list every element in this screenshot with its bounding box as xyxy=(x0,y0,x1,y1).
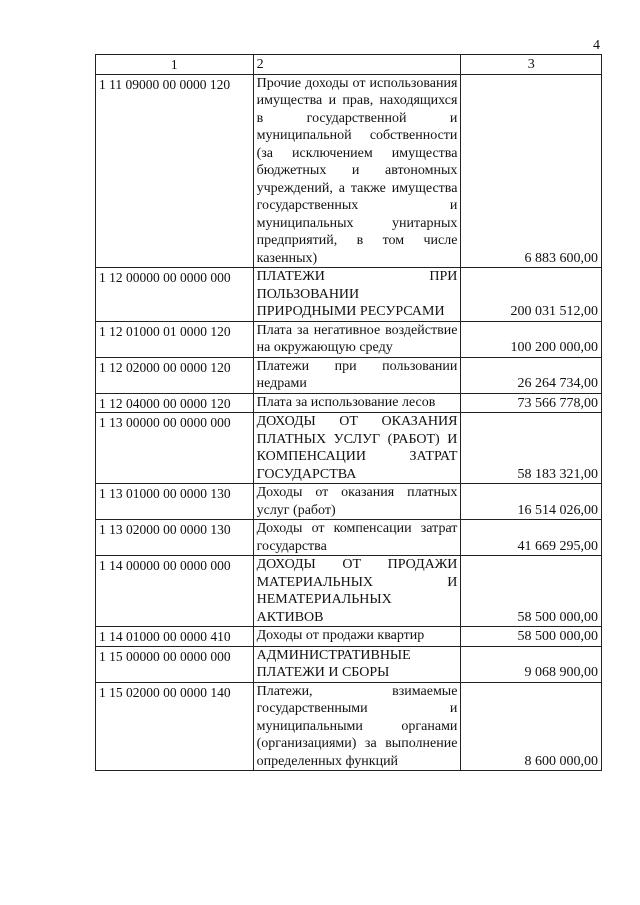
budget-code: 1 14 00000 00 0000 000 xyxy=(96,556,254,627)
budget-code: 1 12 00000 00 0000 000 xyxy=(96,268,254,322)
revenue-amount: 9 068 900,00 xyxy=(461,646,602,682)
table-row xyxy=(96,556,602,627)
revenue-name: Прочие доходы от использования имущества и прав, находящихся в государственной и муниципальной собственности (за исключением имущества бюджетных и автономных учреждений, а также имущества государственных и муниципальных унитарных предприятий, в том числе казенных) xyxy=(253,74,461,268)
revenue-name: Доходы от компенсации затрат государства xyxy=(253,520,461,556)
budget-code: 1 11 09000 00 0000 120 xyxy=(96,74,254,268)
revenue-name: Плата за негативное воздействие на окружающую среду xyxy=(253,321,461,357)
table-row xyxy=(96,413,602,484)
table-row xyxy=(96,646,602,682)
page-number: 4 xyxy=(593,38,600,53)
revenue-amount: 8 600 000,00 xyxy=(461,682,602,771)
revenue-name: Доходы от продажи квартир xyxy=(253,627,461,647)
revenue-amount: 41 669 295,00 xyxy=(461,520,602,556)
table-row xyxy=(96,520,602,556)
revenue-amount: 73 566 778,00 xyxy=(461,393,602,413)
revenue-amount: 58 183 321,00 xyxy=(461,413,602,484)
revenue-name: Доходы от оказания платных услуг (работ) xyxy=(253,484,461,520)
table-row xyxy=(96,484,602,520)
table-row xyxy=(96,357,602,393)
table-row xyxy=(96,627,602,647)
budget-code: 1 12 02000 00 0000 120 xyxy=(96,357,254,393)
budget-code: 1 13 00000 00 0000 000 xyxy=(96,413,254,484)
budget-code: 1 12 01000 01 0000 120 xyxy=(96,321,254,357)
column-header-1: 1 xyxy=(96,55,254,75)
column-header-3: 3 xyxy=(461,55,602,75)
revenue-name: Плата за использование лесов xyxy=(253,393,461,413)
budget-code: 1 15 00000 00 0000 000 xyxy=(96,646,254,682)
revenue-amount: 58 500 000,00 xyxy=(461,627,602,647)
revenue-amount: 6 883 600,00 xyxy=(461,74,602,268)
revenue-table xyxy=(95,54,602,771)
revenue-amount: 200 031 512,00 xyxy=(461,268,602,322)
budget-code: 1 14 01000 00 0000 410 xyxy=(96,627,254,647)
revenue-amount: 100 200 000,00 xyxy=(461,321,602,357)
revenue-name: ДОХОДЫ ОТ ПРОДАЖИ МАТЕРИАЛЬНЫХ И НЕМАТЕРИАЛЬНЫХ АКТИВОВ xyxy=(253,556,461,627)
column-header-2: 2 xyxy=(253,55,461,75)
budget-code: 1 12 04000 00 0000 120 xyxy=(96,393,254,413)
revenue-name: Платежи, взимаемые государственными и муниципальными органами (организациями) за выполнение определенных функций xyxy=(253,682,461,771)
table-row xyxy=(96,74,602,268)
revenue-name: ДОХОДЫ ОТ ОКАЗАНИЯ ПЛАТНЫХ УСЛУГ (РАБОТ) И КОМПЕНСАЦИИ ЗАТРАТ ГОСУДАРСТВА xyxy=(253,413,461,484)
revenue-name: АДМИНИСТРАТИВНЫЕ ПЛАТЕЖИ И СБОРЫ xyxy=(253,646,461,682)
revenue-name: ПЛАТЕЖИ ПРИ ПОЛЬЗОВАНИИ ПРИРОДНЫМИ РЕСУРСАМИ xyxy=(253,268,461,322)
revenue-name: Платежи при пользовании недрами xyxy=(253,357,461,393)
table-header-row xyxy=(96,55,602,75)
table-row xyxy=(96,682,602,771)
budget-code: 1 13 01000 00 0000 130 xyxy=(96,484,254,520)
budget-code: 1 15 02000 00 0000 140 xyxy=(96,682,254,771)
table-row xyxy=(96,268,602,322)
table-row xyxy=(96,321,602,357)
revenue-amount: 16 514 026,00 xyxy=(461,484,602,520)
revenue-amount: 26 264 734,00 xyxy=(461,357,602,393)
budget-code: 1 13 02000 00 0000 130 xyxy=(96,520,254,556)
revenue-amount: 58 500 000,00 xyxy=(461,556,602,627)
table-row xyxy=(96,393,602,413)
